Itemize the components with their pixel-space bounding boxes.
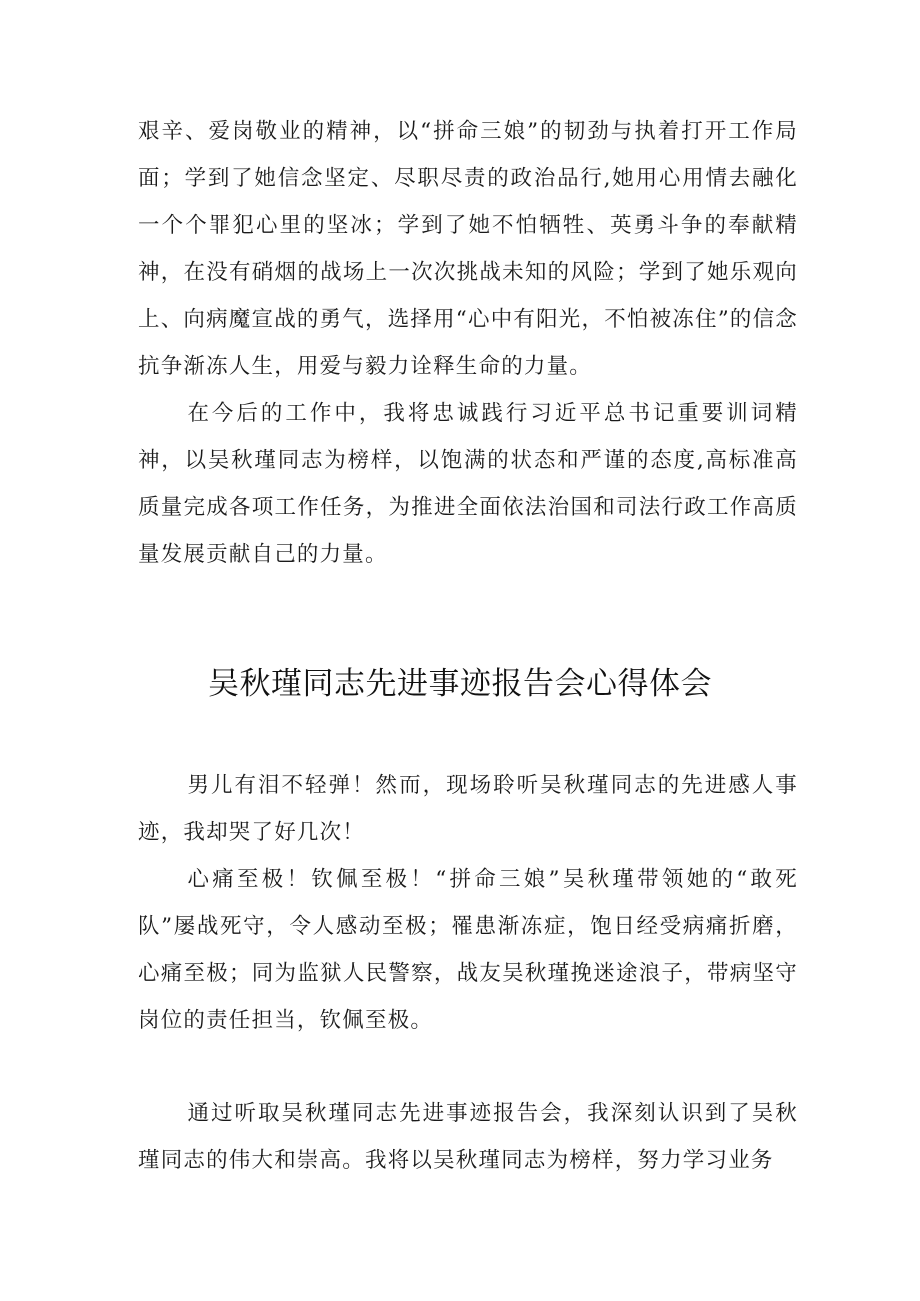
paragraph-continuation: 艰辛、爱岗敬业的精神，以“拼命三娘”的韧劲与执着打开工作局面；学到了她信念坚定、尽职尽责的政治品行,她用心用情去融化一个个罪犯心里的坚冰；学到了她不怕牺牲、英勇斗争的奉献精神，在没有硝烟的战场上一次次挑战未知的风险；学到了她乐观向上、向病魔宣战的勇气，选择用“心中有阳光，不怕被冻住”的信念抗争渐冻人生，用爱与毅力诠释生命的力量。 bbox=[138, 119, 798, 379]
first-section-body bbox=[138, 108, 798, 578]
paragraph-heartache: 心痛至极！钦佩至极！“拼命三娘”吴秋瑾带领她的“敢死队”屡战死守，令人感动至极；罹患渐冻症，饱日经受病痛折磨，心痛至极；同为监狱人民警察，战友吴秋瑾挽迷途浪子，带病坚守岗位的责任担当，钦佩至极。 bbox=[138, 867, 798, 1033]
paragraph-report: 通过听取吴秋瑾同志先进事迹报告会，我深刻认识到了吴秋瑾同志的伟大和崇高。我将以吴秋瑾同志为榜样，努力学习业务 bbox=[138, 1101, 798, 1173]
paragraph-tears: 男儿有泪不轻弹！然而，现场聆听吴秋瑾同志的先进感人事迹，我却哭了好几次！ bbox=[138, 773, 798, 845]
paragraph-future-work: 在今后的工作中，我将忠诚践行习近平总书记重要训词精神，以吴秋瑾同志为榜样，以饱满的状态和严谨的态度,高标准高质量完成各项工作任务，为推进全面依法治国和司法行政工作高质量发展贡献自己的力量。 bbox=[138, 401, 798, 567]
section-title: 吴秋瑾同志先进事迹报告会心得体会 bbox=[208, 666, 712, 702]
second-section-body bbox=[138, 762, 798, 1044]
third-section-body bbox=[138, 1090, 798, 1184]
